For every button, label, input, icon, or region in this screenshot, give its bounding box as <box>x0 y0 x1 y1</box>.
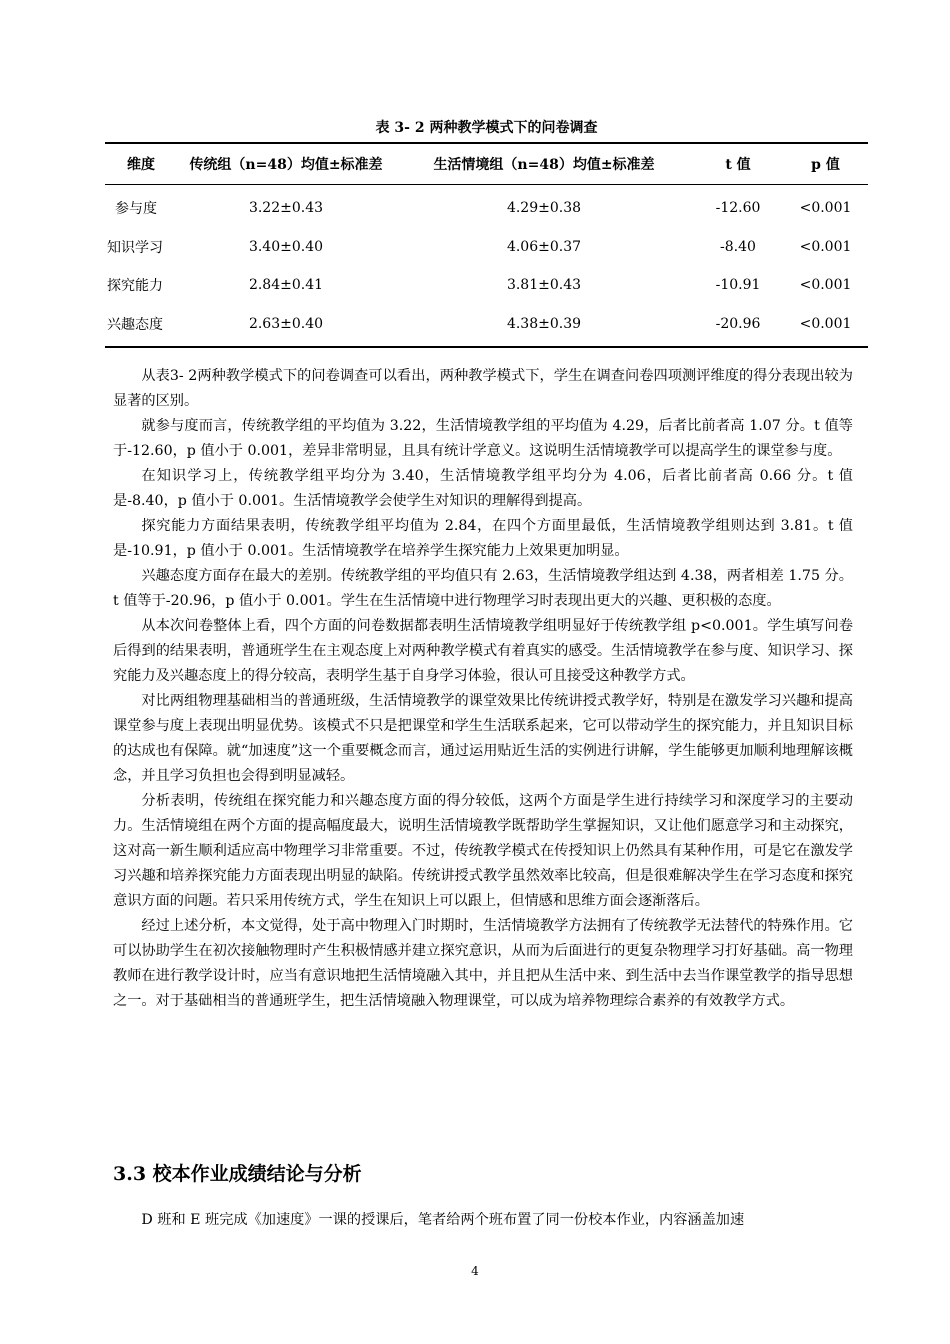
paragraph-section-intro: D 班和 E 班完成《加速度》一课的授课后，笔者给两个班布置了同一份校本作业，内容涵盖加速 <box>141 1212 745 1228</box>
cell-life-context: 4.38±0.39 <box>395 305 693 348</box>
page-number: 4 <box>471 1264 479 1278</box>
table-row <box>105 185 868 228</box>
paragraph-comparison: 对比两组物理基础相当的普通班级，生活情境教学的课堂效果比传统讲授式教学好，特别是在激发学习兴趣和提高课堂参与度上表现出明显优势。该模式不只是把课堂和学生生活联系起来，它可以带动学生的探究能力，并且知识目标的达成也有保障。就“加速度”这一个重要概念而言，通过运用贴近生活的实例进行讲解，学生能够更加顺利地理解该概念，并且学习负担也会得到明显减轻。 <box>113 693 853 784</box>
cell-t-value: -10.91 <box>715 277 761 294</box>
cell-p-value: <0.001 <box>799 200 852 217</box>
cell-p-value: <0.001 <box>783 305 868 348</box>
body-text <box>113 364 853 1014</box>
cell-p-value: <0.001 <box>799 277 852 294</box>
cell-t-value: -12.60 <box>715 200 761 217</box>
cell-p-value: <0.001 <box>799 238 852 255</box>
cell-dimension: 探究能力 <box>107 278 163 295</box>
paragraph-inquiry: 探究能力方面结果表明，传统教学组平均值为 2.84，在四个方面里最低，生活情境教学组则达到 3.81。t 值是-10.91，p 值小于 0.001。生活情境教学在培养学生探究能力上效果更加明显。 <box>113 518 853 559</box>
paragraph-participation: 就参与度而言，传统教学组的平均值为 3.22，生活情境教学组的平均值为 4.29，后者比前者高 1.07 分。t 值等于-12.60，p 值小于 0.001，差异非常明显，且具有统计学意义。这说明生活情境教学可以提高学生的课堂参与度。 <box>113 418 853 459</box>
survey-table <box>105 142 868 348</box>
table-header-row <box>105 143 868 185</box>
cell-life-context: 3.81±0.43 <box>506 277 582 294</box>
paragraph-conclusion: 经过上述分析，本文觉得，处于高中物理入门时期时，生活情境教学方法拥有了传统教学无法替代的特殊作用。它可以协助学生在初次接触物理时产生积极情感并建立探究意识，从而为后面进行的更复杂物理学习打好基础。高一物理教师在进行教学设计时，应当有意识地把生活情境融入其中，并且把从生活中来、到生活中去当作课堂教学的指导思想之一。对于基础相当的普通班学生，把生活情境融入物理课堂，可以成为培养物理综合素养的有效教学方式。 <box>113 918 853 1009</box>
paragraph-analysis: 分析表明，传统组在探究能力和兴趣态度方面的得分较低，这两个方面是学生进行持续学习和深度学习的主要动力。生活情境组在两个方面的提高幅度最大，说明生活情境教学既帮助学生掌握知识，又让他们愿意学习和主动探究，这对高一新生顺利适应高中物理学习非常重要。不过，传统教学模式在传授知识上仍然具有某种作用，可是它在激发学习兴趣和培养探究能力方面表现出明显的缺陷。传统讲授式教学虽然效率比较高，但是很难解决学生在学习态度和探究意识方面的问题。若只采用传统方式，学生在知识上可以跟上，但情感和思维方面会逐渐落后。 <box>113 793 853 909</box>
header-t-value: t 值 <box>693 143 783 185</box>
cell-traditional: 2.63±0.40 <box>177 305 395 348</box>
cell-dimension: 兴趣态度 <box>105 305 177 348</box>
table-caption: 表 3- 2 两种教学模式下的问卷调查 <box>375 120 598 136</box>
table-row <box>105 266 868 305</box>
paragraph-intro: 从表3- 2两种教学模式下的问卷调查可以看出，两种教学模式下，学生在调查问卷四项测评维度的得分表现出较为显著的区别。 <box>113 368 853 409</box>
table-row <box>105 228 868 267</box>
table-row <box>105 305 868 348</box>
header-dimension: 维度 <box>105 143 177 185</box>
cell-life-context: 4.29±0.38 <box>506 200 582 217</box>
cell-life-context: 4.06±0.37 <box>506 238 582 255</box>
cell-t-value: -8.40 <box>720 238 756 255</box>
paragraph-knowledge: 在知识学习上，传统教学组平均分为 3.40，生活情境教学组平均分为 4.06，后者比前者高 0.66 分。t 值是-8.40，p 值小于 0.001。生活情境教学会使学生对知识的理解得到提高。 <box>113 468 853 509</box>
paragraph-overall: 从本次问卷整体上看，四个方面的问卷数据都表明生活情境教学组明显好于传统教学组 p<0.001。学生填写问卷后得到的结果表明，普通班学生在主观态度上对两种教学模式有着真实的感受。生活情境教学在参与度、知识学习、探究能力及兴趣态度上的得分较高，表明学生基于自身学习体验，很认可且接受这种教学方式。 <box>113 618 853 684</box>
paragraph-interest: 兴趣态度方面存在最大的差别。传统教学组的平均值只有 2.63，生活情境教学组达到 4.38，两者相差 1.75 分。t 值等于-20.96，p 值小于 0.001。学生在生活情境中进行物理学习时表现出更大的兴趣、更积极的态度。 <box>113 568 853 609</box>
cell-traditional: 3.40±0.40 <box>248 238 324 255</box>
section-heading: 3.3 校本作业成绩结论与分析 <box>113 1163 362 1185</box>
cell-dimension: 知识学习 <box>107 239 163 256</box>
header-life-context-group: 生活情境组（n=48）均值±标准差 <box>395 143 693 185</box>
cell-traditional: 2.84±0.41 <box>248 277 324 294</box>
header-traditional-group: 传统组（n=48）均值±标准差 <box>177 143 395 185</box>
cell-t-value: -20.96 <box>693 305 783 348</box>
header-p-value: p 值 <box>783 143 868 185</box>
cell-traditional: 3.22±0.43 <box>248 200 324 217</box>
cell-dimension: 参与度 <box>115 201 157 218</box>
